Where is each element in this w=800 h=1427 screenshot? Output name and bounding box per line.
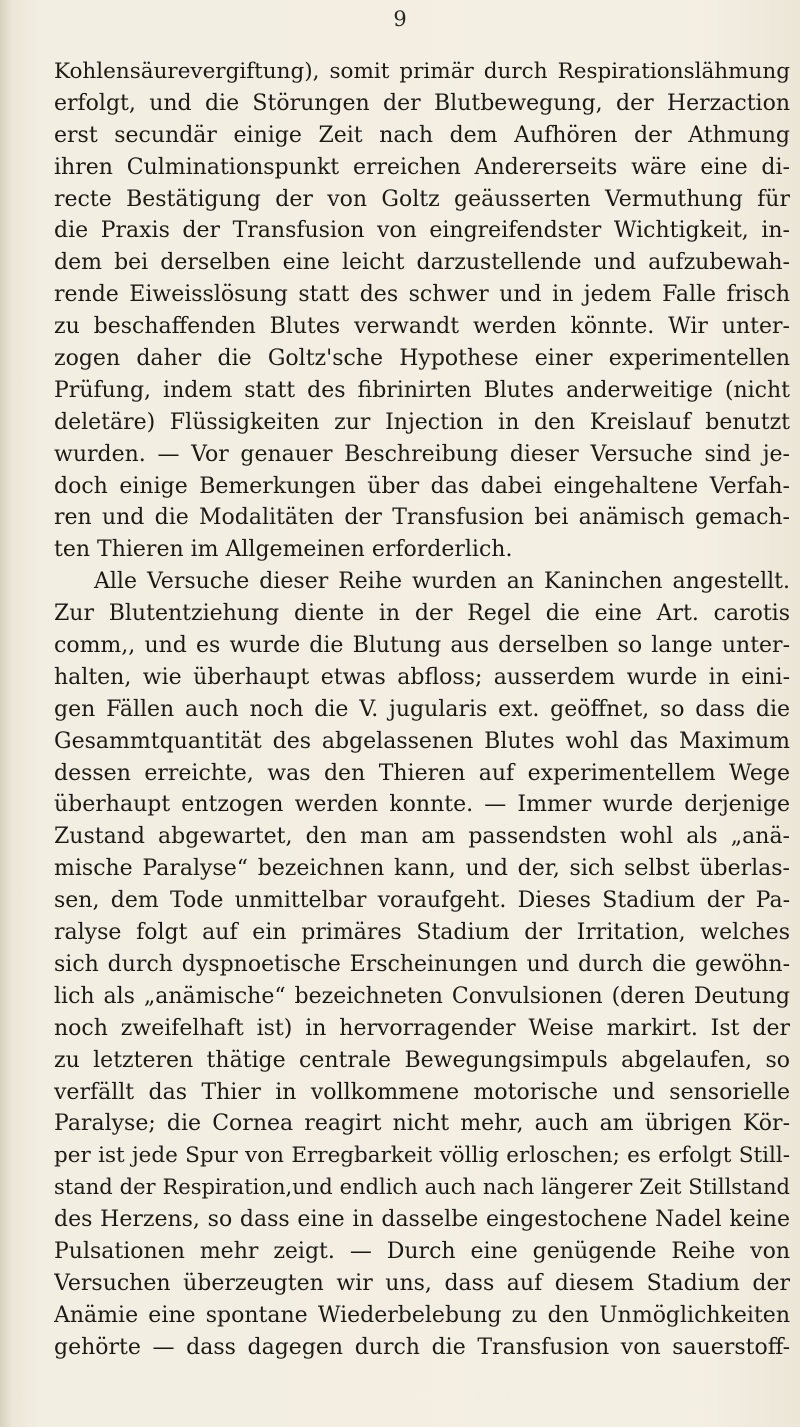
- text-line: dem bei derselben eine leicht darzustellende und aufzubewah-: [54, 250, 790, 276]
- text-line: Zustand abgewartet, den man am passendsten wohl als „anä-: [54, 824, 790, 850]
- text-line: noch zweifelhaft ist) in hervorragender Weise markirt. Ist der: [54, 1015, 790, 1041]
- text-line: Pulsationen mehr zeigt. — Durch eine genügende Reihe von: [54, 1238, 790, 1264]
- text-line: zogen daher die Goltz'sche Hypothese einer experimentellen: [54, 346, 790, 372]
- text-line: deletäre) Flüssigkeiten zur Injection in den Kreislauf benutzt: [54, 409, 790, 435]
- text-line: ren und die Modalitäten der Transfusion bei anämisch gemach-: [54, 505, 790, 531]
- page-number: 9: [393, 7, 407, 31]
- text-line: erst secundär einige Zeit nach dem Aufhören der Athmung: [54, 122, 790, 148]
- text-line: verfällt das Thier in vollkommene motorische und sensorielle: [54, 1079, 790, 1105]
- page-edge-shadow: [0, 0, 12, 1427]
- text-line: doch einige Bemerkungen über das dabei eingehaltene Verfah-: [54, 473, 790, 499]
- text-line: comm,, und es wurde die Blutung aus derselben so lange unter-: [54, 633, 790, 659]
- text-line: zu beschaffenden Blutes verwandt werden könnte. Wir unter-: [54, 314, 790, 340]
- text-line: ten Thieren im Allgemeinen erforderlich.: [54, 537, 513, 563]
- text-line: überhaupt entzogen werden konnte. — Immer wurde derjenige: [54, 792, 790, 818]
- text-line: Paralyse; die Cornea reagirt nicht mehr, auch am übrigen Kör-: [54, 1111, 790, 1137]
- text-line: lich als „anämische“ bezeichneten Convulsionen (deren Deutung: [54, 983, 790, 1009]
- text-line: wurden. — Vor genauer Beschreibung dieser Versuche sind je-: [54, 441, 790, 467]
- text-line: ralyse folgt auf ein primäres Stadium der Irritation, welches: [54, 920, 790, 946]
- text-line: Versuchen überzeugten wir uns, dass auf diesem Stadium der: [54, 1270, 790, 1296]
- text-line: sich durch dyspnoetische Erscheinungen und durch die gewöhn-: [54, 951, 790, 977]
- text-line: Kohlensäurevergiftung), somit primär durch Respirationslähmung: [54, 59, 790, 84]
- text-line: ihren Culminationspunkt erreichen Andererseits wäre eine di-: [54, 154, 790, 180]
- text-line: Zur Blutentziehung diente in der Regel die eine Art. carotis: [54, 601, 790, 627]
- text-line: gen Fällen auch noch die V. jugularis ext. geöffnet, so dass die: [54, 696, 790, 722]
- text-line: recte Bestätigung der von Goltz geäusserten Vermuthung für: [54, 186, 790, 212]
- text-line: zu letzteren thätige centrale Bewegungsimpuls abgelaufen, so: [54, 1047, 790, 1073]
- text-line: Gesammtquantität des abgelassenen Blutes wohl das Maximum: [54, 728, 790, 754]
- text-line: Anämie eine spontane Wiederbelebung zu den Unmöglichkeiten: [54, 1302, 790, 1328]
- text-line: per ist jede Spur von Erregbarkeit völlig erloschen; es erfolgt Still-: [54, 1143, 790, 1169]
- text-line: mische Paralyse“ bezeichnen kann, und der, sich selbst überlas-: [54, 856, 790, 882]
- text-line: sen, dem Tode unmittelbar voraufgeht. Dieses Stadium der Pa-: [54, 888, 790, 914]
- body-text: [54, 56, 790, 1364]
- text-line: rende Eiweisslösung statt des schwer und in jedem Falle frisch: [54, 282, 790, 308]
- text-line: halten, wie überhaupt etwas abfloss; ausserdem wurde in eini-: [54, 664, 790, 690]
- text-line: gehörte — dass dagegen durch die Transfusion von sauerstoff-: [54, 1334, 790, 1360]
- text-line: die Praxis der Transfusion von eingreifendster Wichtigkeit, in-: [54, 218, 790, 244]
- text-line: Prüfung, indem statt des fibrinirten Blutes anderweitige (nicht: [54, 377, 790, 403]
- text-line: Alle Versuche dieser Reihe wurden an Kaninchen angestellt.: [94, 569, 790, 595]
- text-line: dessen erreichte, was den Thieren auf experimentellem Wege: [54, 760, 790, 786]
- text-line: erfolgt, und die Störungen der Blutbewegung, der Herzaction: [54, 90, 790, 116]
- text-line: des Herzens, so dass eine in dasselbe eingestochene Nadel keine: [54, 1207, 790, 1233]
- text-line: stand der Respiration,und endlich auch nach längerer Zeit Stillstand: [54, 1175, 790, 1200]
